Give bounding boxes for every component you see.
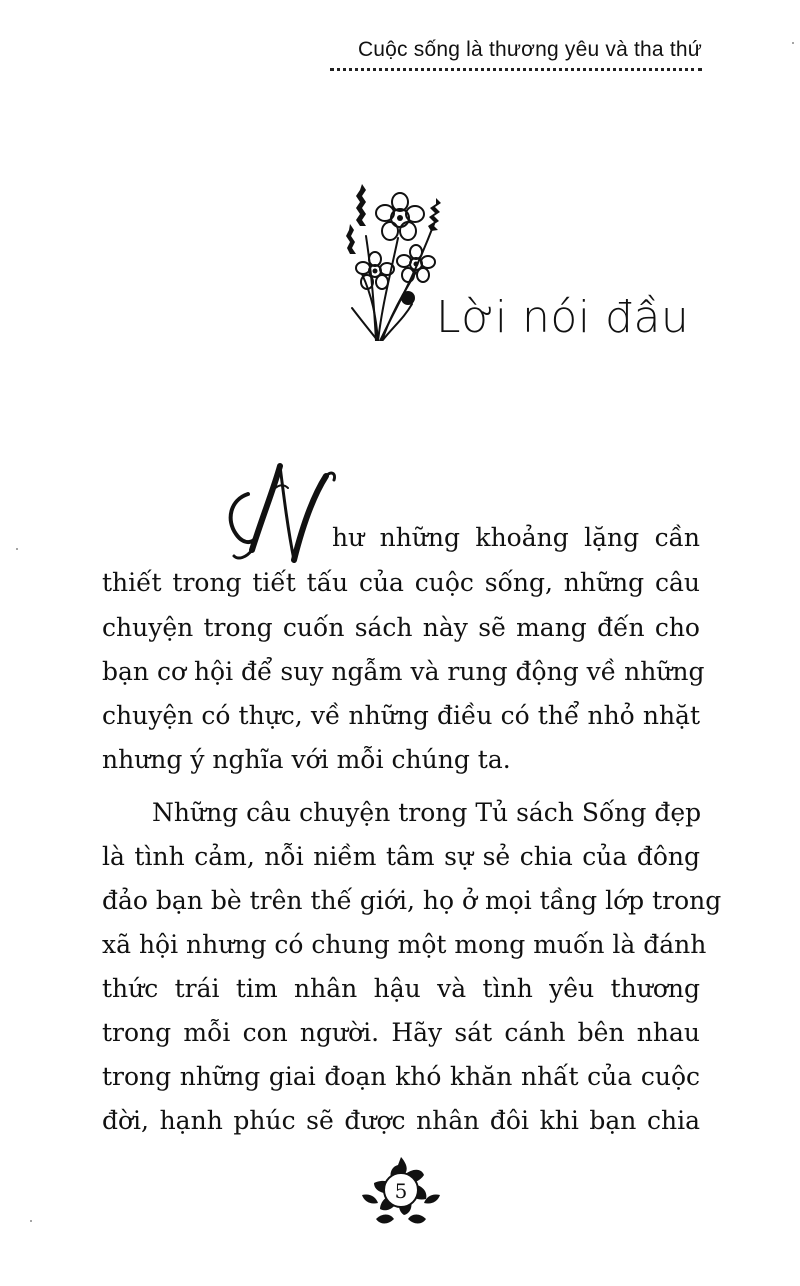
body-line: bạn cơ hội để suy ngẫm và rung động về những [102,657,705,686]
body-line: đảo bạn bè trên thế giới, họ ở mọi tầng lớp trong [102,886,722,915]
paper-speck [16,548,18,550]
body-line: nhưng ý nghĩa với mỗi chúng ta. [102,745,511,774]
body-line: xã hội nhưng có chung một mong muốn là đánh [102,930,707,959]
page-number: 5 [394,1179,408,1203]
body-line: chuyện trong cuốn sách này sẽ mang đến cho [102,613,700,642]
body-line: Những câu chuyện trong Tủ sách Sống đẹp [152,798,702,827]
body-line: chuyện có thực, về những điều có thể nhỏ nhặt [102,701,700,730]
running-header: Cuộc sống là thương yêu và tha thứ [357,38,702,61]
body-line: trong mỗi con người. Hãy sát cánh bên nhau [102,1018,700,1047]
body-line: đời, hạnh phúc sẽ được nhân đôi khi bạn chia [102,1106,700,1135]
paper-speck [792,42,794,44]
paper-speck [30,1220,32,1222]
header-dotted-rule [330,68,702,71]
body-line: là tình cảm, nỗi niềm tâm sự sẻ chia của đông [102,842,700,871]
body-line: thiết trong tiết tấu của cuộc sống, những câu [102,568,700,597]
drop-cap-letter [222,458,340,568]
body-line: trong những giai đoạn khó khăn nhất của cuộc [102,1062,700,1091]
body-line: hư những khoảng lặng cần [332,523,700,552]
chapter-title: Lời nói đầu [436,292,690,343]
body-line: thức trái tim nhân hậu và tình yêu thương [102,974,700,1003]
